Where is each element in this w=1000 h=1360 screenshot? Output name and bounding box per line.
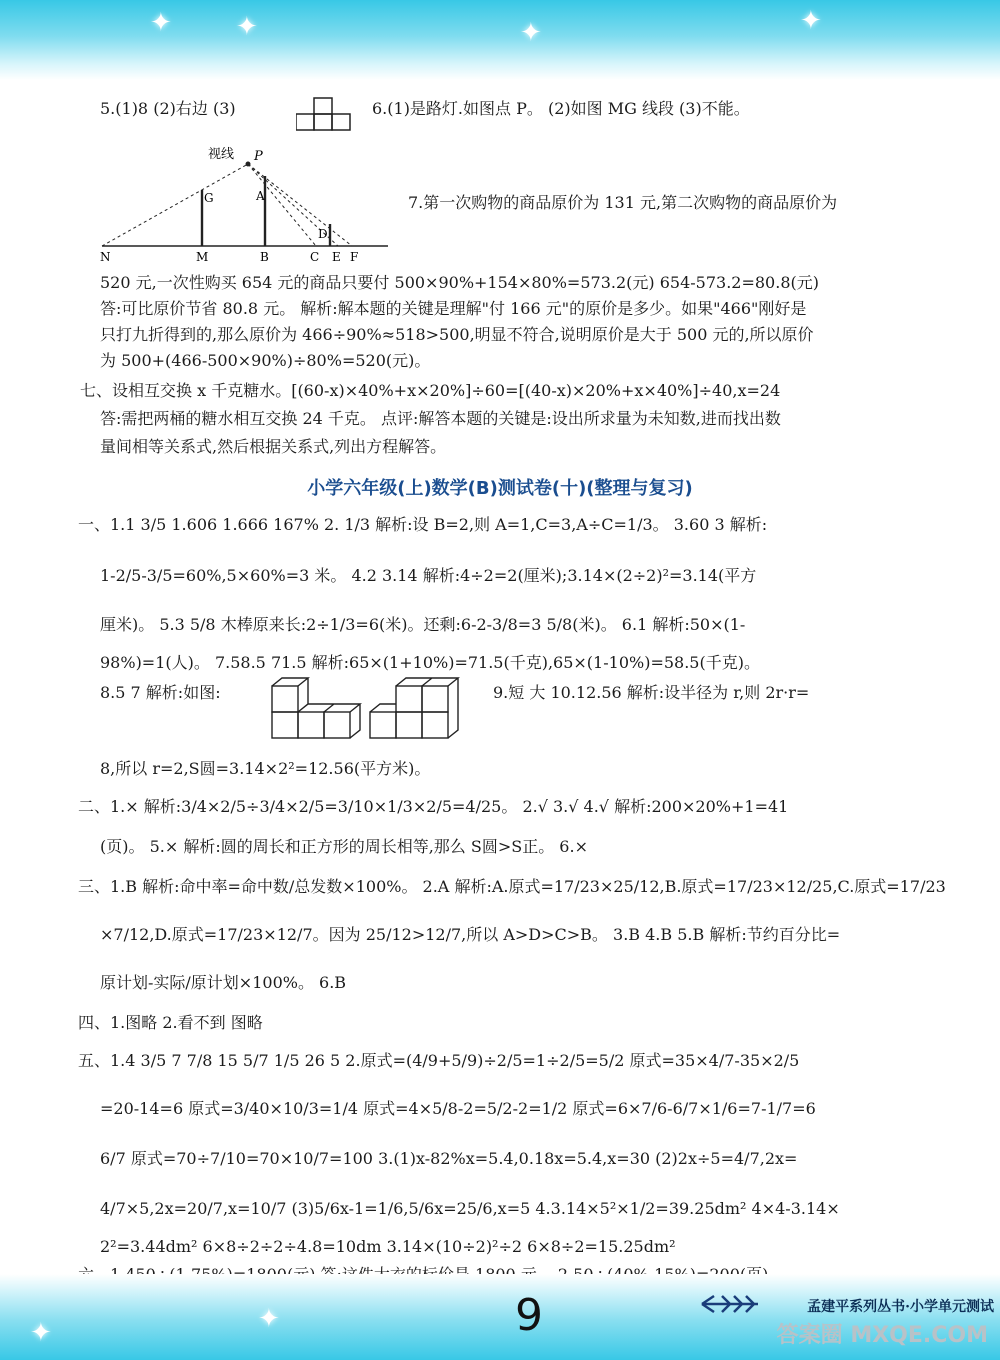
label-M: M bbox=[196, 250, 209, 264]
section-title: 小学六年级(上)数学(B)测试卷(十)(整理与复习) bbox=[307, 478, 693, 499]
answer-line: 8,所以 r=2,S圆=3.14×2²=12.56(平方米)。 bbox=[100, 759, 431, 778]
label-A: A bbox=[256, 189, 265, 203]
answer-line: 二、1.× 解析:3/4×2/5÷3/4×2/5=3/10×1/3×2/5=4/25。 2.√ 3.√ 4.√ 解析:200×20%+1=41 bbox=[78, 797, 789, 816]
answer-line: 三、1.B 解析:命中率=命中数/总发数×100%。 2.A 解析:A.原式=17/23×25/12,B.原式=17/23×12/25,C.原式=17/23 bbox=[78, 877, 946, 896]
label-E: E bbox=[332, 250, 341, 264]
answer-line: 答:可比原价节省 80.8 元。 解析:解本题的关键是理解"付 166 元"的原价是多少。如果"466"刚好是 bbox=[100, 299, 807, 318]
answer-line: (页)。 5.× 解析:圆的周长和正方形的周长相等,那么 S圆>S正。 6.× bbox=[100, 837, 588, 856]
answer-line: ×7/12,D.原式=17/23×12/7。因为 25/12>12/7,所以 A>D>C>B。 3.B 4.B 5.B 解析:节约百分比= bbox=[100, 925, 841, 944]
answer-line: 2²=3.44dm² 6×8÷2÷2÷4.8=10dm 3.14×(10÷2)²÷2 6×8÷2=15.25dm² bbox=[100, 1237, 676, 1256]
answer-line: 为 500+(466-500×90%)÷80%=520(元)。 bbox=[100, 351, 431, 370]
answer-line: 五、1.4 3/5 7 7/8 15 5/7 1/5 26 5 2.原式=(4/9+5/9)÷2/5=1÷2/5=5/2 原式=35×4/7-35×2/5 bbox=[78, 1051, 800, 1070]
footer-brand: 孟建平系列丛书·小学单元测试 bbox=[807, 1299, 994, 1315]
cube-stack-figure-2 bbox=[366, 676, 466, 746]
answer-line: 原计划-实际/原计划×100%。 6.B bbox=[100, 973, 347, 992]
star-decoration: ✦ bbox=[520, 18, 542, 48]
label-B: B bbox=[260, 250, 269, 264]
answer-line: 520 元,一次性购买 654 元的商品只要付 500×90%+154×80%=573.2(元) 654-573.2=80.8(元) bbox=[100, 273, 819, 292]
cube-stack-figure-1 bbox=[262, 676, 382, 746]
answer-line: 7.第一次购物的商品原价为 131 元,第二次购物的商品原价为 bbox=[408, 193, 838, 212]
answer-line: 四、1.图略 2.看不到 图略 bbox=[78, 1013, 263, 1032]
arrow-decoration-icon bbox=[700, 1292, 760, 1316]
answer-line: =20-14=6 原式=3/40×10/3=1/4 原式=4×5/8-2=5/2-2=1/2 原式=6×7/6-6/7×1/6=7-1/7=6 bbox=[100, 1099, 816, 1118]
star-decoration: ✦ bbox=[800, 6, 822, 36]
answer-line: 1-2/5-3/5=60%,5×60%=3 米。 4.2 3.14 解析:4÷2=2(厘米);3.14×(2÷2)²=3.14(平方 bbox=[100, 566, 757, 585]
answer-line: 8.5 7 解析:如图: bbox=[100, 683, 221, 702]
answer-line: 七、设相互交换 x 千克糖水。[(60-x)×40%+x×20%]÷60=[(40-x)×20%+x×40%]÷40,x=24 bbox=[80, 381, 781, 400]
label-G: G bbox=[204, 191, 214, 205]
star-decoration: ✦ bbox=[258, 1304, 280, 1334]
label-C: C bbox=[310, 250, 320, 264]
answer-line: 厘米)。 5.3 5/8 木棒原来长:2÷1/3=6(米)。还剩:6-2-3/8=3 5/8(米)。 6.1 解析:50×(1- bbox=[100, 615, 746, 634]
answer-line: 只打九折得到的,那么原价为 466÷90%≈518>500,明显不符合,说明原价是大于 500 元的,所以原价 bbox=[100, 325, 814, 344]
answer-line: 9.短 大 10.12.56 解析:设半径为 r,则 2r·r= bbox=[493, 683, 810, 702]
page-number: 9 bbox=[515, 1290, 543, 1341]
answer-line: 4/7×5,2x=20/7,x=10/7 (3)5/6x-1=1/6,5/6x=25/6,x=5 4.3.14×5²×1/2=39.25dm² 4×4-3.14× bbox=[100, 1199, 840, 1218]
label-sight: 视线 bbox=[208, 147, 235, 162]
streetlight-diagram bbox=[100, 140, 400, 265]
label-F: F bbox=[350, 250, 359, 264]
label-N: N bbox=[100, 250, 111, 264]
answer-line: 6/7 原式=70÷7/10=70×10/7=100 3.(1)x-82%x=5.4,0.18x=5.4,x=30 (2)2x÷5=4/7,2x= bbox=[100, 1149, 798, 1168]
answer-line: 一、1.1 3/5 1.606 1.666 167% 2. 1/3 解析:设 B=2,则 A=1,C=3,A÷C=1/3。 3.60 3 解析: bbox=[78, 515, 768, 534]
label-D: D bbox=[318, 227, 328, 241]
star-decoration: ✦ bbox=[236, 12, 258, 42]
cube-view-figure bbox=[296, 96, 352, 134]
answer-line: 量间相等关系式,然后根据关系式,列出方程解答。 bbox=[100, 437, 447, 456]
watermark: 答案圈 MXQE.COM bbox=[776, 1323, 988, 1348]
answer-line: 98%)=1(人)。 7.58.5 71.5 解析:65×(1+10%)=71.5(千克),65×(1-10%)=58.5(千克)。 bbox=[100, 653, 760, 672]
answer-line: 6.(1)是路灯.如图点 P。 (2)如图 MG 线段 (3)不能。 bbox=[372, 99, 750, 118]
star-decoration: ✦ bbox=[150, 8, 172, 38]
star-decoration: ✦ bbox=[30, 1318, 52, 1348]
answer-line: 答:需把两桶的糖水相互交换 24 千克。 点评:解答本题的关键是:设出所求量为未知数,进而找出数 bbox=[100, 409, 781, 428]
label-P: P bbox=[254, 149, 263, 164]
answer-line: 5.(1)8 (2)右边 (3) bbox=[100, 99, 236, 118]
